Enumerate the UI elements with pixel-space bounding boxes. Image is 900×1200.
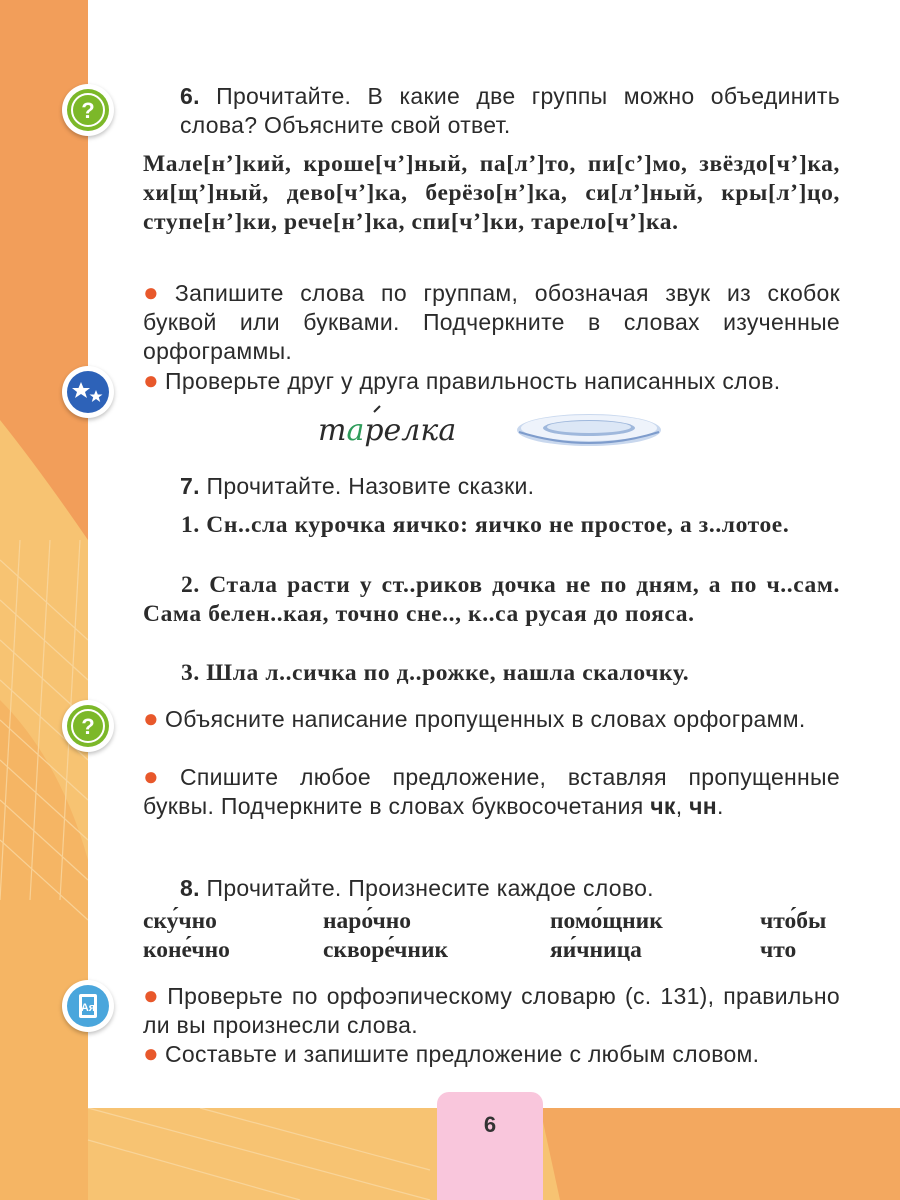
svg-text:Aя: Aя: [80, 1002, 96, 1014]
task8-instruction-2: [143, 1039, 840, 1069]
svg-text:?: ?: [81, 714, 95, 739]
letter-combination-chn: чн: [689, 793, 717, 819]
dictionary-icon: [62, 980, 114, 1032]
task6-words: Мале[н’]кий, кроше[ч’]ный, па[л’]то, пи[с’]мо, звёздо[ч’]ка, хи[щ’]ный, дево[ч’]ка, берёзо[н’]ка, си[л’]ный, кры[л’]цо, ступе[н’]ки, рече[н’]ка, спи[ч’]ки, тарело[ч’]ка.: [143, 151, 840, 235]
task7-story-1: 1. Сн..сла курочка яичко: яичко не простое, а з..лотое.: [181, 512, 790, 538]
bullet-icon: ●: [143, 365, 160, 395]
question-icon: [62, 700, 114, 752]
svg-text:тарелка: тарелка: [318, 413, 457, 448]
task8-number: 8.: [180, 875, 200, 901]
page-number: 6: [483, 1112, 497, 1137]
word-cell: скворе́чник: [323, 937, 449, 963]
task6-instruction-2-text: Проверьте друг у друга правильность написанных слов.: [165, 368, 781, 394]
word-cell: что́бы: [760, 908, 827, 934]
task6-instruction-2: [143, 366, 840, 396]
task6-instruction-1: [143, 278, 840, 366]
task8-instruction-1: [143, 981, 840, 1040]
bullet-icon: ●: [143, 761, 174, 791]
word-cell: коне́чно: [143, 937, 230, 963]
word-cell: ску́чно: [143, 908, 217, 934]
task7-prompt-text: Прочитайте. Назовите сказки.: [206, 473, 535, 499]
handwritten-word: [318, 404, 468, 460]
bullet-icon: ●: [143, 980, 162, 1010]
bullet-icon: ●: [143, 277, 169, 307]
bullet-icon: ●: [143, 703, 160, 733]
task7-instruction-1-text: Объясните написание пропущенных в словах орфограмм.: [165, 706, 806, 732]
task8-prompt-text: Прочитайте. Произнесите каждое слово.: [206, 875, 654, 901]
task8-prompt: [180, 874, 840, 903]
task8-instruction-2-text: Составьте и запишите предложение с любым словом.: [165, 1041, 760, 1067]
task7-prompt: [180, 472, 840, 501]
task6-instruction-1-text: Запишите слова по группам, обозначая звук из скобок буквой или буквами. Подчеркните в словах изученные орфограммы.: [143, 280, 840, 364]
task6-number: 6.: [180, 83, 200, 109]
question-icon: [62, 84, 114, 136]
page-number-tab: [437, 1092, 543, 1200]
period: .: [717, 793, 724, 819]
task6-prompt: [180, 82, 840, 140]
task6-prompt-text: Прочитайте. В какие две группы можно объединить слова? Объясните свой ответ.: [180, 83, 840, 138]
word-cell: яи́чница: [550, 937, 642, 963]
task8-instruction-1-text: Проверьте по орфоэпическому словарю (с. 131), правильно ли вы произнесли слова.: [143, 983, 840, 1038]
task7-instruction-2-text: Спишите любое предложение, вставляя пропущенные буквы. Подчеркните в словах буквосочетания: [143, 764, 840, 819]
task7-story-2: 2. Стала расти у ст..риков дочка не по дням, а по ч..сам. Сама белен..кая, точно сне.., к..са русая до пояса.: [143, 572, 840, 627]
word-cell: что: [760, 937, 797, 963]
word-cell: помо́щник: [550, 908, 663, 934]
word-cell: наро́чно: [323, 908, 412, 934]
task7-instruction-1: [143, 704, 840, 734]
stars-icon: [62, 366, 114, 418]
task7-instruction-2: [143, 762, 840, 821]
task7-number: 7.: [180, 473, 200, 499]
plate-icon: [515, 408, 663, 452]
letter-combination-chk: чк: [650, 793, 676, 819]
task7-story-3: 3. Шла л..сичка по д..рожке, нашла скалочку.: [181, 660, 690, 686]
separator: ,: [675, 793, 690, 819]
bullet-icon: ●: [143, 1038, 160, 1068]
svg-text:?: ?: [81, 98, 95, 123]
